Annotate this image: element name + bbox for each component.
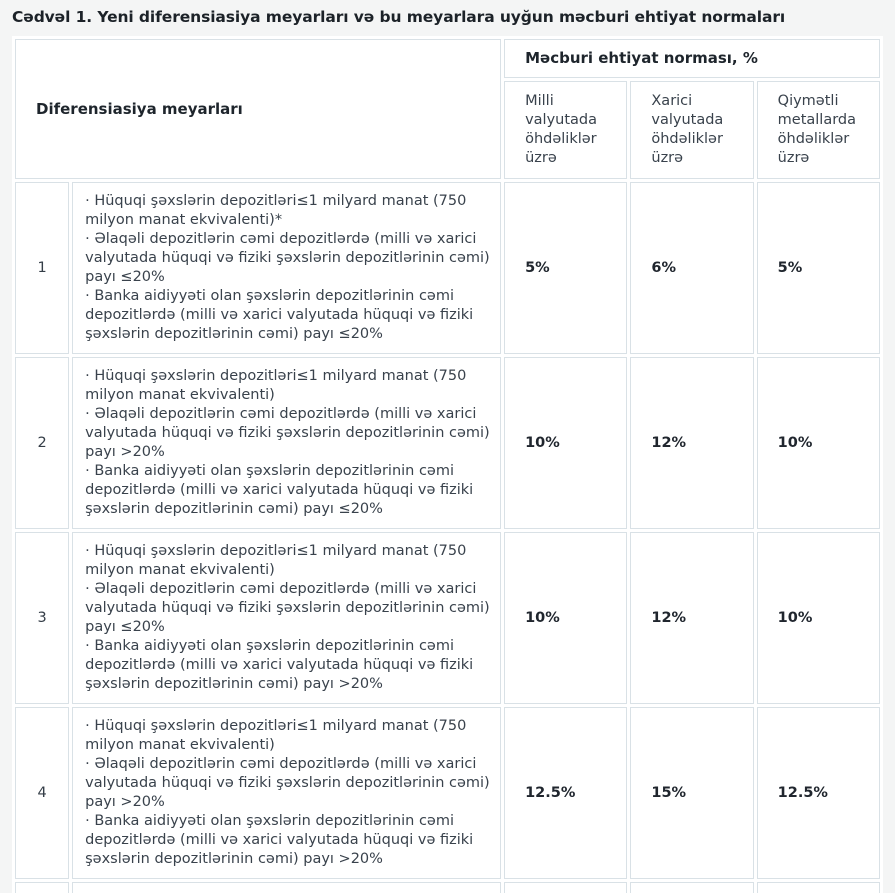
- criteria-item: · Hüquqi şəxslərin depozitləri≤1 milyard manat (750 milyon manat ekvivalenti): [85, 368, 467, 403]
- table-row: [15, 707, 880, 879]
- criteria-item: · Hüquqi şəxslərin depozitləri≤1 milyard manat (750 milyon manat ekvivalenti): [85, 543, 467, 578]
- value-precious-metals: 10%: [757, 532, 880, 704]
- reserve-norms-table: [12, 36, 883, 893]
- table-caption: Cədvəl 1. Yeni diferensiasiya meyarları və bu meyarlara uyğun məcburi ehtiyat normaları: [12, 8, 786, 26]
- value-precious-metals: 5%: [757, 182, 880, 354]
- criteria-item: · Əlaqəli depozitlərin cəmi depozitlərdə (milli və xarici valyutada hüquqi və fiziki şəxslərin depozitlərinin cəmi) payı >20%: [85, 406, 490, 460]
- criteria-item: · Əlaqəli depozitlərin cəmi depozitlərdə (milli və xarici valyutada hüquqi və fiziki şəxslərin depozitlərinin cəmi) payı ≤20%: [85, 231, 490, 285]
- criteria-cell: [72, 532, 501, 704]
- value-foreign-currency: 15%: [630, 707, 753, 879]
- group-header: Məcburi ehtiyat norması, %: [504, 39, 880, 78]
- value-national-currency: 10%: [504, 532, 627, 704]
- row-number: 2: [15, 357, 69, 529]
- criteria-cell: [72, 707, 501, 879]
- value-national-currency: 5%: [504, 182, 627, 354]
- row-number: 3: [15, 532, 69, 704]
- value-precious-metals: 12.5%: [757, 707, 880, 879]
- table-row-partial: [15, 882, 880, 893]
- criteria-item: · Banka aidiyyəti olan şəxslərin depozitlərinin cəmi depozitlərdə (milli və xarici valyutada hüquqi və fiziki şəxslərin depozitlərinin cəmi) payı >20%: [85, 813, 474, 867]
- header-row-group: [15, 39, 880, 78]
- table-row: [15, 182, 880, 354]
- value-foreign-currency: 12%: [630, 357, 753, 529]
- value-national-currency: 12.5%: [504, 707, 627, 879]
- column-header-national-currency: Milli valyutada öhdəliklər üzrə: [504, 81, 627, 179]
- row-number: 1: [15, 182, 69, 354]
- value-national-currency: 10%: [504, 357, 627, 529]
- criteria-item: · Banka aidiyyəti olan şəxslərin depozitlərinin cəmi depozitlərdə (milli və xarici valyutada hüquqi və fiziki şəxslərin depozitlərinin cəmi) payı ≤20%: [85, 288, 474, 342]
- criteria-column-header: Diferensiasiya meyarları: [15, 39, 501, 179]
- criteria-item: · Əlaqəli depozitlərin cəmi depozitlərdə (milli və xarici valyutada hüquqi və fiziki şəxslərin depozitlərinin cəmi) payı ≤20%: [85, 581, 490, 635]
- criteria-item: · Əlaqəli depozitlərin cəmi depozitlərdə (milli və xarici valyutada hüquqi və fiziki şəxslərin depozitlərinin cəmi) payı >20%: [85, 756, 490, 810]
- column-header-foreign-currency: Xarici valyutada öhdəliklər üzrə: [630, 81, 753, 179]
- criteria-item: · Hüquqi şəxslərin depozitləri≤1 milyard manat (750 milyon manat ekvivalenti)*: [85, 193, 467, 228]
- criteria-item: · Banka aidiyyəti olan şəxslərin depozitlərinin cəmi depozitlərdə (milli və xarici valyutada hüquqi və fiziki şəxslərin depozitlərinin cəmi) payı ≤20%: [85, 463, 474, 517]
- row-number: 4: [15, 707, 69, 879]
- criteria-item: · Hüquqi şəxslərin depozitləri≤1 milyard manat (750 milyon manat ekvivalenti): [85, 718, 467, 753]
- value-foreign-currency: 6%: [630, 182, 753, 354]
- value-foreign-currency: 12%: [630, 532, 753, 704]
- criteria-cell: [72, 357, 501, 529]
- value-precious-metals: 10%: [757, 357, 880, 529]
- column-header-precious-metals: Qiymətli metallarda öhdəliklər üzrə: [757, 81, 880, 179]
- criteria-cell: [72, 182, 501, 354]
- table-row: [15, 532, 880, 704]
- criteria-item: · Banka aidiyyəti olan şəxslərin depozitlərinin cəmi depozitlərdə (milli və xarici valyutada hüquqi və fiziki şəxslərin depozitlərinin cəmi) payı >20%: [85, 638, 474, 692]
- table-row: [15, 357, 880, 529]
